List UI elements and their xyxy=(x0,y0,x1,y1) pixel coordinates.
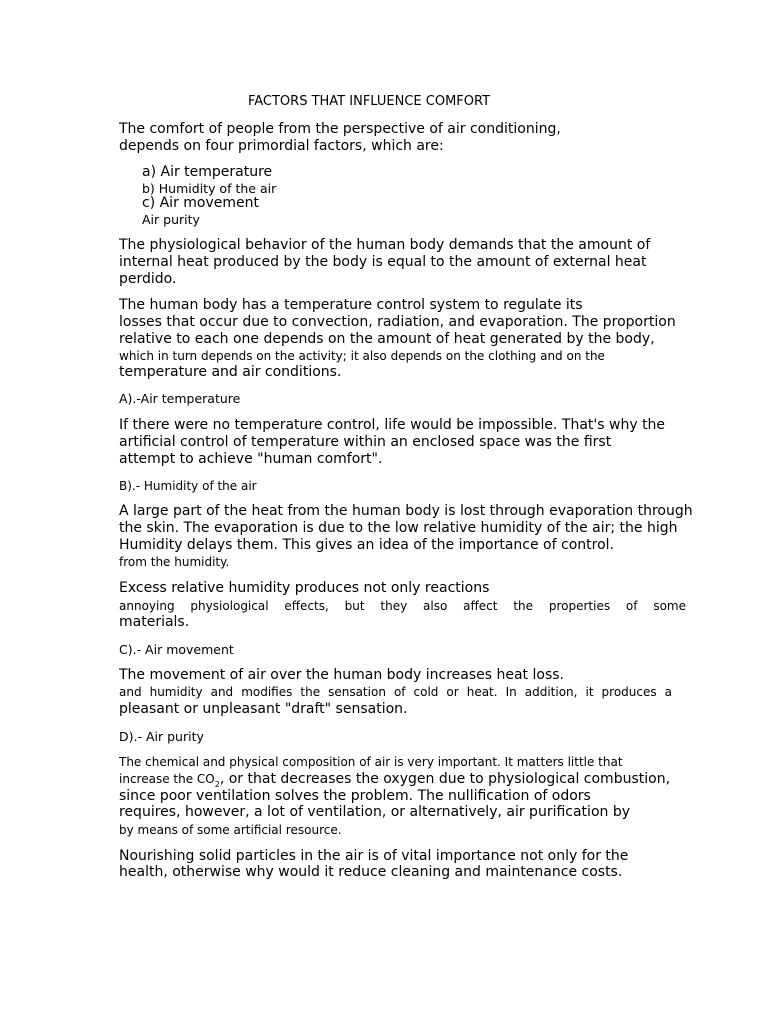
intro-line: depends on four primordial factors, which are: xyxy=(119,138,444,154)
intro-line: The comfort of people from the perspective of air conditioning, xyxy=(119,121,561,137)
paragraph-line xyxy=(119,771,670,788)
paragraph-line: A large part of the heat from the human body is lost through evaporation through xyxy=(119,503,693,519)
paragraph-line: Humidity delays them. This gives an idea of the importance of control. xyxy=(119,537,614,553)
paragraph-line: by means of some artificial resource. xyxy=(119,823,342,837)
paragraph-line: from the humidity. xyxy=(119,555,230,569)
paragraph-line: attempt to achieve "human comfort". xyxy=(119,451,383,467)
factor-list-item: c) Air movement xyxy=(142,195,259,211)
paragraph-line: Nourishing solid particles in the air is of vital importance not only for the xyxy=(119,848,629,864)
paragraph-line: The physiological behavior of the human body demands that the amount of xyxy=(119,237,651,253)
section-heading-d: D).- Air purity xyxy=(119,729,204,744)
paragraph-line: The human body has a temperature control system to regulate its xyxy=(119,297,583,313)
paragraph-line-rest: , or that decreases the oxygen due to physiological combustion, xyxy=(219,771,671,787)
paragraph-line: If there were no temperature control, life would be impossible. That's why the xyxy=(119,417,666,433)
paragraph-line: pleasant or unpleasant "draft" sensation. xyxy=(119,701,408,717)
paragraph-line: the skin. The evaporation is due to the low relative humidity of the air; the high xyxy=(119,520,678,536)
paragraph-line: which in turn depends on the activity; it also depends on the clothing and on the xyxy=(119,349,605,363)
paragraph-line: perdido. xyxy=(119,271,177,287)
paragraph-line: relative to each one depends on the amount of heat generated by the body, xyxy=(119,331,655,347)
co2-subscript: 2 xyxy=(214,779,220,789)
paragraph-line: health, otherwise why would it reduce cleaning and maintenance costs. xyxy=(119,864,623,880)
paragraph-line: Excess relative humidity produces not only reactions xyxy=(119,580,490,596)
paragraph-line: materials. xyxy=(119,614,190,630)
paragraph-line: The movement of air over the human body increases heat loss. xyxy=(119,667,564,683)
paragraph-line: internal heat produced by the body is equal to the amount of external heat xyxy=(119,254,647,270)
document-title: FACTORS THAT INFLUENCE COMFORT xyxy=(247,94,491,109)
section-heading-c: C).- Air movement xyxy=(119,642,234,657)
paragraph-line: and humidity and modifies the sensation of cold or heat. In addition, it produces a xyxy=(119,685,672,699)
paragraph-line: requires, however, a lot of ventilation, or alternatively, air purification by xyxy=(119,804,630,820)
paragraph-line: artificial control of temperature within an enclosed space was the first xyxy=(119,434,612,450)
paragraph-line: The chemical and physical composition of air is very important. It matters little that xyxy=(119,755,623,769)
paragraph-line: losses that occur due to convection, radiation, and evaporation. The proportion xyxy=(119,314,676,330)
section-heading-b: B).- Humidity of the air xyxy=(119,479,257,493)
section-heading-a: A).-Air temperature xyxy=(119,391,241,406)
paragraph-line: annoying physiological effects, but they also affect the properties of some xyxy=(119,599,686,613)
factor-list-item: Air purity xyxy=(142,212,200,227)
paragraph-line: temperature and air conditions. xyxy=(119,364,342,380)
factor-list-item: a) Air temperature xyxy=(142,164,273,180)
paragraph-line: since poor ventilation solves the problem. The nullification of odors xyxy=(119,788,591,804)
co2-text: increase the CO xyxy=(119,772,215,786)
factor-list-item: b) Humidity of the air xyxy=(142,181,277,196)
